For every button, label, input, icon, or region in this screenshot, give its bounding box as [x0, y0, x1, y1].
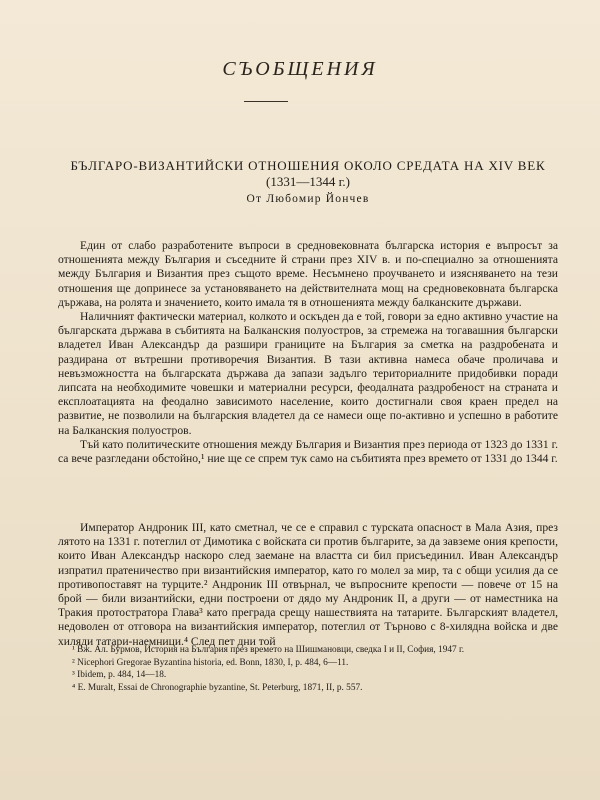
article-dates: (1331—1344 г.) [265, 174, 351, 189]
paragraph: Тъй като политическите отношения между България и Византия през периода от 1323 до 1331 г. са вече разгледани обстойно,¹ ние ще се спрем тук само на събитията през времето от 1331 до 1344 г. [58, 437, 558, 466]
paragraph: Император Андроник III, като сметнал, че се е справил с турската опасност в Мала Азия, през лятото на 1331 г. потеглил от Димотика с войската си против българите, за да завземе ония крепости, които Иван Александър наскоро след заемане на властта си бил присъединил. Иван Александър изпратил пратеничество при византийския император, като го молел за мир, та с общи усилия да се противопоставят на турците.² Андроник III отвърнал, че въпросните крепости — повече от 15 на брой — били византийски, едни построени от дядо му Андроник II, а други — от наместника на Тракия протостратора Глава³ като преграда срещу нашествията на татарите. Българският владетел, недоволен от отговора на византийския император, потеглил от Търново с 8-хилядна войска и две хиляди татари-наемници.⁴ След пет дни той [58, 521, 558, 648]
footnote: ³ Ibidem, p. 484, 14—18. [72, 670, 167, 681]
article-author: От Любомир Йончев [246, 193, 370, 205]
body-text-block-2 [58, 521, 558, 649]
section-title: СЪОБЩЕНИЯ [222, 58, 378, 80]
footnote: ¹ Вж. Ал. Бурмов, История на България през времето на Шишмановци, сведка I и II, София, 1947 г. [72, 645, 465, 655]
paragraph: Наличният фактически материал, колкото и оскъден да е той, говори за едно активно участие на българската държава в събитията на Балканския полуостров, за стремежа на тогавашния български владетел Иван Александър да разшири границите на България за сметка на раздробената и раздирана от вътрешни противоречия Византия. В тази активна намеса обаче проличава и невъзможността на българската държава да запази задълго териториалните придобивки поради липсата на необходимите човешки и материални ресурси, феодалната раздробеност на страната и експлоатацията на феодално зависимото население, които достигнали своя краен предел на развитие, не позволили на българския владетел да се намеси още по-активно и успешно в работите на Балканския полуостров. [58, 310, 558, 437]
footnotes [58, 644, 558, 694]
body-text-block-1 [58, 239, 558, 466]
paragraph: Един от слабо разработените въпроси в средновековната българска история е въпросът за отношенията между България и съседните й страни през XIV в. и по-специално за отношенията между България и Византия през същото време. Несъмнено проучването и изясняването на тези отношения ще допринесе за установяването на действителната мощ на средновековната българска държава, на ролята и значението, които имала тя в отношенията между балканските държави. [58, 239, 558, 309]
footnote: ² Nicephori Gregorae Byzantina historia, ed. Bonn, 1830, I, p. 484, 6—11. [72, 657, 349, 668]
footnote: ⁴ E. Muralt, Essai de Chronographie byzantine, St. Peterburg, 1871, II, p. 557. [72, 682, 363, 693]
article-title: БЪЛГАРО-ВИЗАНТИЙСКИ ОТНОШЕНИЯ ОКОЛО СРЕДАТА НА XIV ВЕК [70, 158, 546, 173]
title-divider [244, 101, 288, 102]
